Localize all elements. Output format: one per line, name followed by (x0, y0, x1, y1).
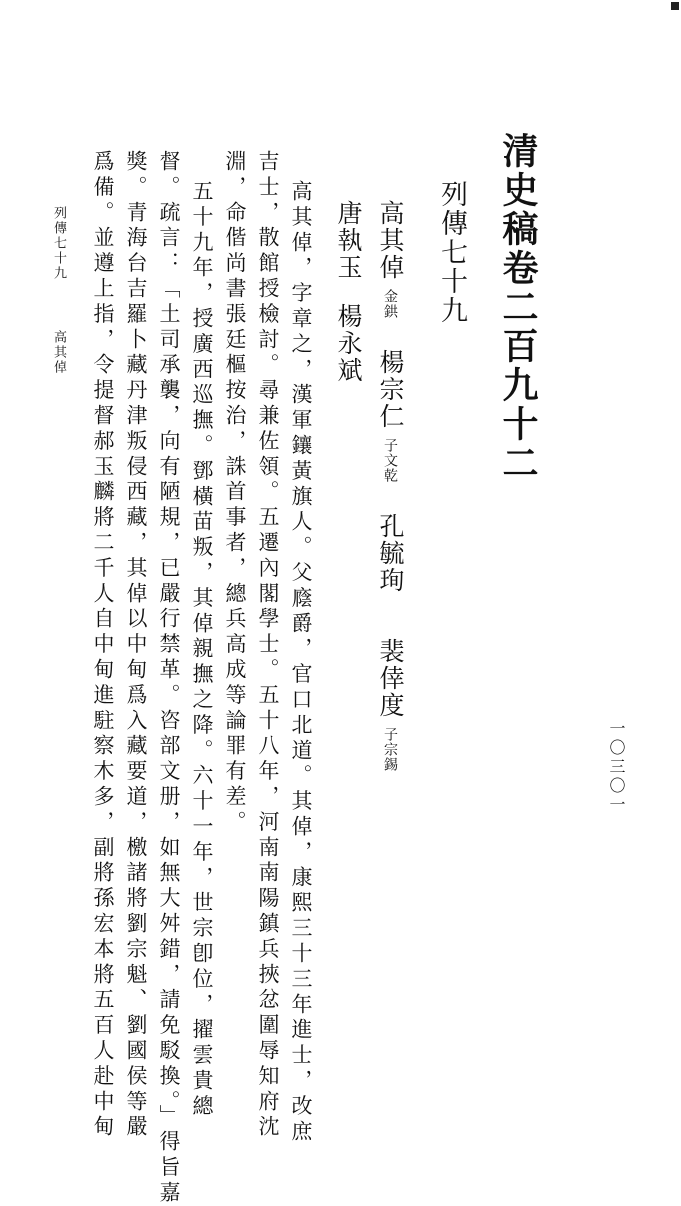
body-text-column: 爲備。並遵上指，令提督郝玉麟將二千人自中甸進駐察木多，副將孫宏本將五百人赴中甸 (91, 150, 115, 1141)
volume-title: 清史稿卷二百九十二 (497, 132, 539, 483)
biography-name: 孔毓珣 (376, 513, 405, 594)
body-text-column: 淵，命偕尚書張廷樞按治，誅首事者，總兵高成等論罪有差。 (223, 150, 247, 836)
body-text-column: 獎。青海台吉羅卜藏丹津叛侵西藏，其倬以中甸爲入藏要道，檄諸將劉宗魁、劉國侯等嚴 (124, 150, 148, 1141)
biography-name: 高其倬 (376, 200, 405, 281)
biography-name: 楊宗仁 (376, 349, 405, 430)
running-head-name: 高其倬 (51, 330, 66, 375)
appended-name-note: 子文乾 (382, 438, 398, 483)
biography-names-line-2 (336, 200, 361, 384)
body-text-column: 高其倬，字章之，漢軍鑲黃旗人。父廕爵，官口北道。其倬，康熙三十三年進士，改庶 (289, 180, 313, 1146)
biography-name: 裴倖度 (376, 638, 405, 719)
body-text-column: 督。疏言：「土司承襲，向有陋規，已嚴行禁革。咨部文册，如無大舛錯，請免駁換。」得旨嘉 (157, 150, 181, 1206)
chapter-heading: 列傳七十九 (436, 180, 467, 325)
appended-name-note: 子宗錫 (382, 727, 398, 772)
body-text-column: 五十九年，授廣西巡撫。鄧橫苗叛，其倬親撫之降。六十一年，世宗卽位，擢雲貴總 (190, 180, 214, 1120)
appended-name-note: 金鉷 (382, 289, 398, 319)
biography-name: 楊永斌 (334, 303, 363, 384)
page-number: 一〇三〇一 (607, 720, 626, 815)
body-text-column: 吉士，散館授檢討。尋兼佐領。五遷內閣學士。五十八年，河南南陽鎮兵挾忿圍辱知府沈 (256, 150, 280, 1141)
biography-name: 唐執玉 (334, 200, 363, 281)
scan-corner-mark (671, 2, 679, 10)
running-head-title: 列傳七十九 (51, 206, 66, 281)
biography-names-line-1 (378, 200, 403, 780)
